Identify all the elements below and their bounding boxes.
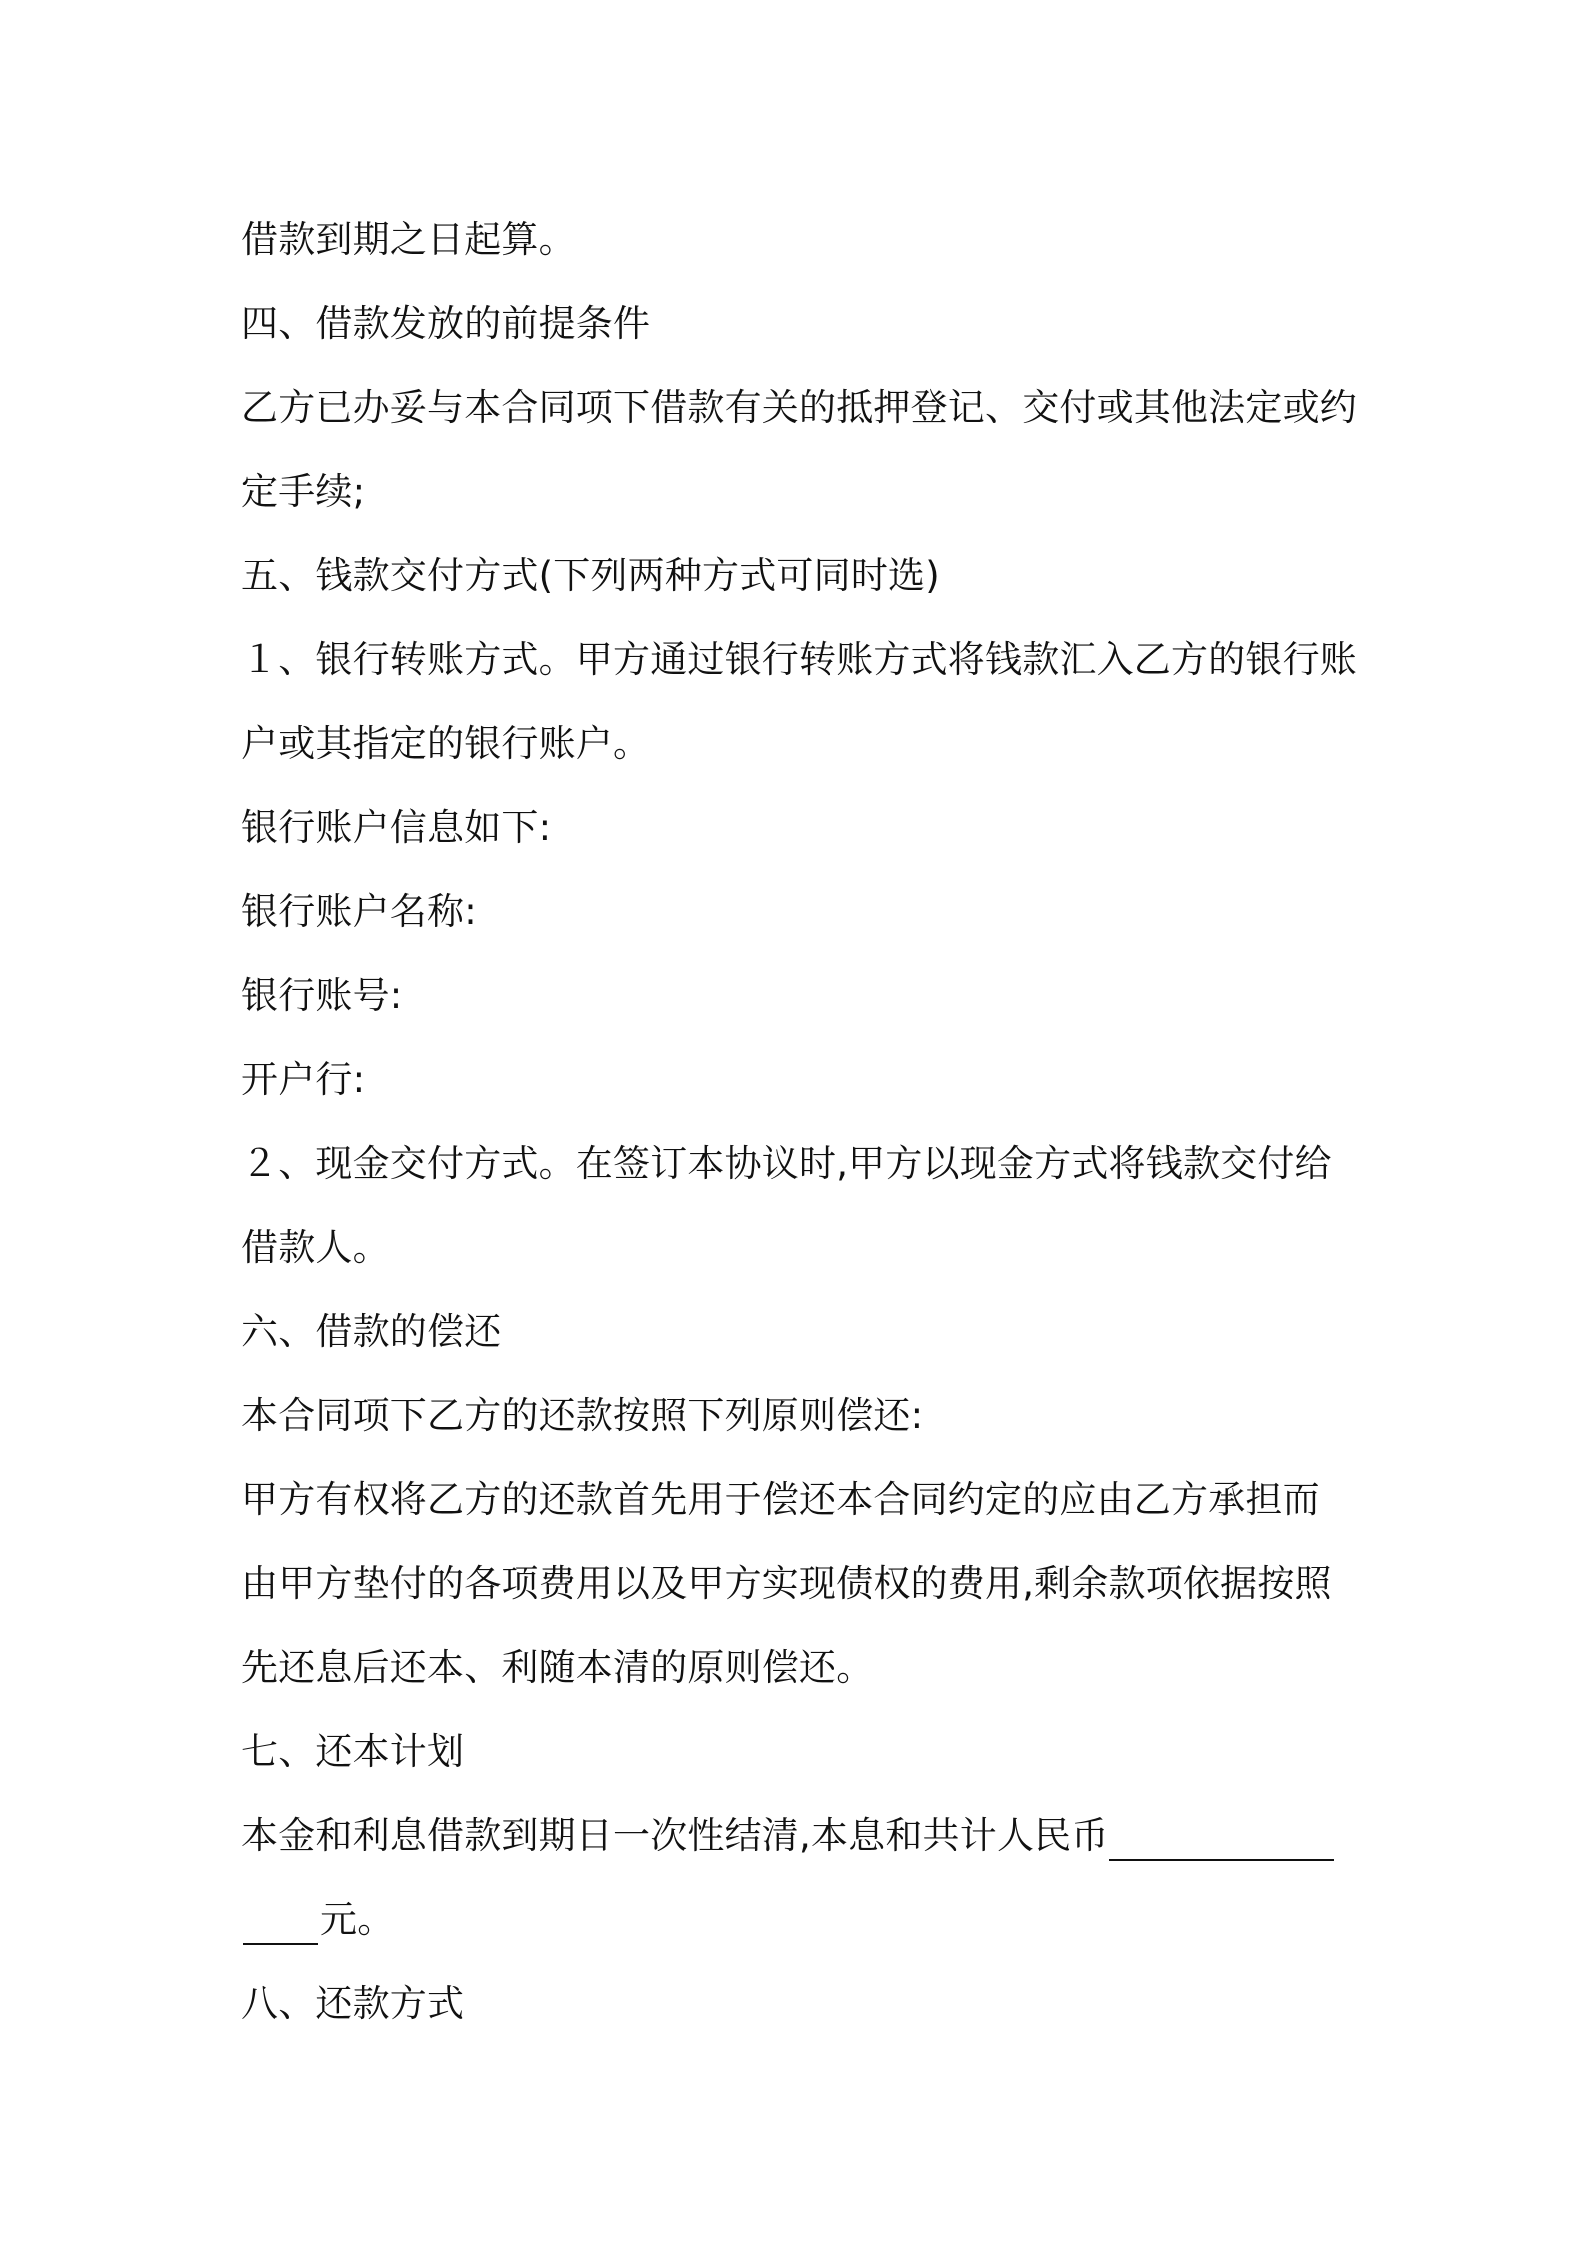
- section-heading-7: 七、还本计划: [241, 1730, 465, 1773]
- paragraph-line: 户或其指定的银行账户。: [241, 722, 651, 765]
- document-body: [241, 198, 1361, 2046]
- currency-unit-text: 元。: [320, 1898, 395, 1941]
- section-heading-4: 四、借款发放的前提条件: [241, 302, 651, 345]
- bank-account-name-field: 银行账户名称:: [241, 890, 477, 933]
- paragraph-line-with-blank: [241, 1794, 1361, 1878]
- paragraph-line-with-blank: [241, 1878, 1361, 1962]
- section-heading-6: 六、借款的偿还: [241, 1310, 502, 1353]
- paragraph-line: 本合同项下乙方的还款按照下列原则偿还:: [241, 1394, 924, 1437]
- paragraph-line: ２、现金交付方式。在签订本协议时,甲方以现金方式将钱款交付给: [241, 1142, 1332, 1185]
- paragraph-line: 甲方有权将乙方的还款首先用于偿还本合同约定的应由乙方承担而: [241, 1478, 1320, 1521]
- amount-fill-blank: [1109, 1825, 1334, 1861]
- paragraph-line: 定手续;: [241, 470, 366, 513]
- paragraph-line: 借款到期之日起算。: [241, 218, 576, 261]
- bank-account-number-field: 银行账号:: [241, 974, 403, 1017]
- paragraph-line: 由甲方垫付的各项费用以及甲方实现债权的费用,剩余款项依据按照: [241, 1562, 1332, 1605]
- paragraph-line: 先还息后还本、利随本清的原则偿还。: [241, 1646, 874, 1689]
- paragraph-line: 乙方已办妥与本合同项下借款有关的抵押登记、交付或其他法定或约: [241, 386, 1357, 429]
- paragraph-line: 借款人。: [241, 1226, 390, 1269]
- section-heading-5: 五、钱款交付方式(下列两种方式可同时选): [241, 554, 940, 597]
- bank-branch-field: 开户行:: [241, 1058, 366, 1101]
- amount-fill-blank-continued: [243, 1909, 318, 1945]
- section-heading-8: 八、还款方式: [241, 1982, 465, 2025]
- paragraph-text: 本金和利息借款到期日一次性结清,本息和共计人民币: [241, 1814, 1109, 1857]
- paragraph-line: １、银行转账方式。甲方通过银行转账方式将钱款汇入乙方的银行账: [241, 638, 1357, 681]
- paragraph-line: 银行账户信息如下:: [241, 806, 552, 849]
